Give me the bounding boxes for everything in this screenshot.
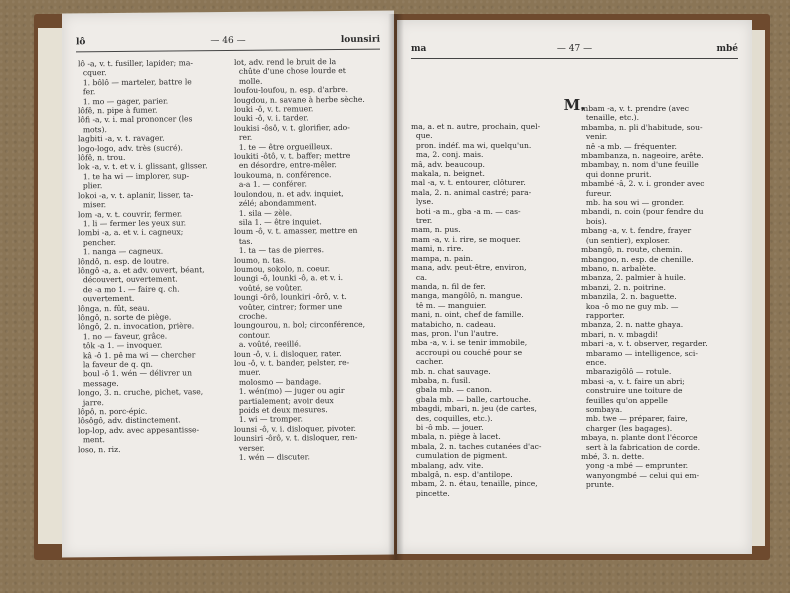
dictionary-entry-line: qui donne prurit.	[581, 169, 652, 179]
dictionary-entry-line: loukouma, n. conférence.	[234, 169, 332, 180]
dictionary-entry-line: lôsôgô, adv. distinctement.	[78, 415, 181, 426]
dictionary-entry-line: logo-logo, adv. très (sucré).	[78, 143, 183, 153]
right-page-column-1	[411, 122, 571, 498]
dictionary-entry-line: mbaba, n. fusil.	[411, 375, 471, 385]
dictionary-entry-line: contour.	[234, 330, 271, 340]
dictionary-entry-line: lôndô, n. esp. de loutre.	[78, 256, 170, 266]
dictionary-entry-line: mbé, 3. n. dette.	[581, 452, 645, 462]
left-header-guide-word: lô	[76, 37, 86, 48]
right-page-number: — 47 —	[556, 44, 593, 54]
dictionary-entry-line: sert à la fabrication de corde.	[581, 442, 701, 452]
dictionary-entry-line: mbandi, n. coin (pour fendre du	[581, 207, 704, 217]
dictionary-entry-line: trer.	[411, 216, 433, 226]
dictionary-entry-line: 1. mo — gager, parier.	[78, 96, 169, 106]
dictionary-entry-line: mba -a, v. i. se tenir immobile,	[411, 338, 528, 348]
dictionary-entry-line: mala, 2. n. animal castré; para-	[411, 187, 532, 197]
dictionary-entry-line: mots).	[78, 124, 107, 135]
dictionary-entry-line: lot, adv. rend le bruit de la	[234, 57, 337, 67]
dictionary-entry-line: des, coquilles, etc.).	[411, 413, 493, 423]
dictionary-entry-line: gbala mb. — canon.	[411, 385, 492, 395]
dictionary-entry-line: mbalgâ, n. esp. d'antilope.	[411, 470, 513, 480]
dictionary-entry-line: pincette.	[411, 488, 450, 498]
dictionary-entry-line: 1. no — faveur, grâce.	[78, 331, 168, 342]
dictionary-entry-line: 1. wén — discuter.	[234, 452, 310, 463]
dictionary-entry-line: que.	[411, 131, 433, 141]
dictionary-entry-line: message.	[78, 378, 119, 389]
dictionary-entry-line: bi -ô mb. — jouer.	[411, 423, 484, 432]
dictionary-entry-line: lagbiti -a, v. t. ravager.	[78, 133, 165, 144]
dictionary-entry-line: loumou, sokolo, n. coeur.	[234, 264, 330, 274]
dictionary-entry-line: lokoi -a, v. t. aplanir, lisser, ta-	[78, 189, 194, 200]
dictionary-entry-line: loungi -ôrô, lounkiri -ôrô, v. t.	[234, 292, 347, 303]
dictionary-entry-line: tenaille, etc.).	[581, 113, 639, 123]
dictionary-entry-line: 1. te ha wi — implorer, sup-	[78, 171, 190, 182]
dictionary-entry-line: mbala, 2. n. taches cutanées d'ac-	[411, 441, 542, 451]
dictionary-entry-line: tê m. — manguier.	[411, 300, 487, 310]
dictionary-entry-line: louki -ô, v. i. tarder.	[234, 113, 309, 124]
dictionary-entry-line: lôfê, n. pipe à fumer.	[78, 105, 158, 116]
dictionary-entry-line: rapporter.	[581, 310, 625, 320]
dictionary-entry-line: mbanza, 2. palmier à huile.	[581, 273, 686, 283]
dictionary-entry-line: loulondou, n. et adv. inquiet,	[234, 188, 344, 199]
dictionary-entry-line: nê -a mb. — fréquenter.	[581, 141, 677, 151]
dictionary-entry-line: mbarazigôlô — rotule.	[581, 367, 672, 377]
dictionary-entry-line: lom -a, v. t. couvrir, fermer.	[78, 208, 183, 219]
dictionary-entry-line: makala, n. beignet.	[411, 169, 485, 179]
dictionary-entry-line: loukiti -ôtô, v. t. baffer; mettre	[234, 150, 351, 162]
dictionary-entry-line: 1. wén(mo) — juger ou agir	[234, 386, 345, 397]
dictionary-entry-line: lounsi -ô, v. i. disloquer, pivoter.	[234, 423, 356, 434]
dictionary-entry-line: a-a 1. — conférer.	[234, 179, 307, 190]
dictionary-entry-line: mbalang, adv. vite.	[411, 460, 484, 470]
dictionary-entry-line: de -a mo 1. — faire q. ch.	[78, 284, 180, 295]
dictionary-entry-line: loukisi -ôsô, v. t. glorifier, ado-	[234, 122, 350, 133]
left-page	[62, 11, 394, 558]
dictionary-entry-line: pencher.	[78, 237, 116, 248]
dictionary-entry-line: lou -ô, v. t. bander, pelster, re-	[234, 357, 350, 368]
dictionary-entry-line: lôpô, n. porc-épic.	[78, 406, 148, 417]
right-page-column-2	[581, 104, 741, 490]
dictionary-entry-line: mam -a, v. i. rire, se moquer.	[411, 234, 521, 244]
dictionary-entry-line: prunte.	[581, 480, 615, 490]
dictionary-entry-line: ouvertement.	[78, 293, 135, 304]
dictionary-entry-line: 1. te — être orgueilleux.	[234, 141, 333, 152]
dictionary-entry-line: mb. twe — préparer, faire,	[581, 414, 688, 424]
dictionary-entry-line: ence.	[581, 357, 607, 367]
dictionary-entry-line: feuilles qu'on appelle	[581, 395, 668, 405]
dictionary-entry-line: mbang -a, v. t. fendre, frayer	[581, 226, 692, 236]
dictionary-entry-line: mbam -a, v. t. prendre (avec	[581, 104, 690, 113]
dictionary-entry-line: gbala mb. — balle, cartouche.	[411, 394, 531, 404]
dictionary-entry-line: cumulation de pigment.	[411, 451, 508, 461]
dictionary-entry-line: mb. n. chat sauvage.	[411, 366, 491, 376]
dictionary-entry-line: mbamba, n. pli d'habitude, sou-	[581, 122, 703, 132]
dictionary-entry-line: cacher.	[411, 357, 444, 367]
dictionary-entry-line: lôfi -a, v. i. mal prononcer (les	[78, 114, 193, 125]
dictionary-entry-line: mbagdi, mbari, n. jeu (de cartes,	[411, 404, 537, 414]
dictionary-entry-line: mbaya, n. plante dont l'écorce	[581, 433, 698, 443]
section-letter-heading: M.	[563, 96, 586, 114]
dictionary-entry-line: mbaramo — intelligence, sci-	[581, 348, 698, 358]
page-stack-left	[38, 28, 65, 544]
dictionary-entry-line: fer.	[78, 87, 96, 97]
dictionary-entry-line: partialement; avoir deux	[234, 395, 334, 406]
dictionary-entry-line: 1. bôlô — marteler, battre le	[78, 77, 192, 88]
dictionary-entry-line: jarre.	[78, 397, 104, 407]
dictionary-entry-line: verser.	[234, 443, 265, 453]
dictionary-entry-line: louki -ô, v. t. remuer.	[234, 104, 314, 114]
dictionary-entry-line: mbambay, n. nom d'une feuille	[581, 160, 699, 170]
dictionary-entry-line: mbangô, n. route, chemin.	[581, 245, 683, 255]
dictionary-entry-line: mbanzila, 2. n. baguette.	[581, 292, 677, 302]
left-page-column-1	[78, 58, 222, 454]
dictionary-entry-line: la faveur de q. qn.	[78, 359, 153, 370]
dictionary-entry-line: mana, adv. peut-être, environ,	[411, 263, 527, 273]
dictionary-entry-line: ma, a. et n. autre, prochain, quel-	[411, 122, 541, 131]
dictionary-entry-line: loso, n. riz.	[78, 444, 121, 454]
dictionary-entry-line: boti -a m., gba -a m. — cas-	[411, 206, 521, 216]
dictionary-entry-line: mbasi -a, v. t. faire un abri;	[581, 376, 685, 386]
dictionary-entry-line: croche.	[234, 311, 268, 321]
dictionary-entry-line: ma, 2. conj. mais.	[411, 150, 484, 160]
dictionary-entry-line: plier.	[78, 181, 103, 191]
dictionary-entry-line: loufou-loufou, n. esp. d'arbre.	[234, 85, 349, 96]
dictionary-entry-line: mam, n. pus.	[411, 225, 461, 235]
right-page-header	[411, 44, 738, 59]
dictionary-entry-line: ca.	[411, 272, 428, 282]
dictionary-entry-line: yong -a mbé — emprunter.	[581, 461, 689, 471]
left-header-guide-word-end: lounsiri	[340, 34, 380, 46]
dictionary-entry-line: poids et deux mesures.	[234, 405, 328, 415]
dictionary-entry-line: ment.	[78, 435, 105, 445]
dictionary-entry-line: sila 1. — être inquiet.	[234, 217, 322, 227]
dictionary-entry-line: 1. nanga — cagneux.	[78, 246, 164, 257]
dictionary-entry-line: mbari -a, v. t. observer, regarder.	[581, 339, 708, 349]
dictionary-entry-line: lounsiri -ôrô, v. t. disloquer, ren-	[234, 433, 358, 444]
dictionary-entry-line: pron. indéf. ma wi, quelqu'un.	[411, 140, 532, 150]
dictionary-entry-line: 1. sila — zèle.	[234, 207, 293, 218]
dictionary-entry-line: lop-lop, adv. avec appesantisse-	[78, 425, 200, 436]
dictionary-entry-line: lok -a, v. t. et v. i. glissant, glisser.	[78, 161, 208, 172]
dictionary-entry-line: en désordre, entre-mêler.	[234, 160, 337, 171]
dictionary-entry-line: mampa, n. pain.	[411, 253, 473, 263]
dictionary-entry-line: lôngô, 2. n. invocation, prière.	[78, 321, 195, 332]
dictionary-entry-line: lô -a, v. t. fusiller, lapider; ma-	[78, 58, 193, 69]
dictionary-entry-line: zélé; abondamment.	[234, 198, 317, 209]
dictionary-entry-line: loum -ô, v. t. amasser, mettre en	[234, 226, 358, 237]
left-page-column-2	[234, 57, 382, 463]
dictionary-entry-line: construire une toiture de	[581, 386, 683, 396]
dictionary-entry-line: chûte d'une chose lourde et	[234, 66, 346, 77]
left-page-number: — 46 —	[210, 35, 246, 47]
dictionary-entry-line: voûté, se voûter.	[234, 283, 303, 293]
dictionary-entry-line: découvert, ouvertement.	[78, 274, 178, 285]
dictionary-entry-line: lônga, n. fût, seau.	[78, 303, 150, 313]
dictionary-entry-line: manda, n. fil de fer.	[411, 281, 486, 291]
dictionary-entry-line: a. voûté, reeillé.	[234, 339, 302, 350]
dictionary-entry-line: lougdou, n. savane à herbe sèche.	[234, 94, 365, 105]
dictionary-entry-line: bois).	[581, 216, 607, 226]
dictionary-entry-line: mami, n. rire.	[411, 244, 464, 254]
dictionary-entry-line: manga, mangôlô, n. mangue.	[411, 291, 523, 301]
dictionary-entry-line: mani, n. oint, chef de famille.	[411, 310, 524, 320]
dictionary-entry-line: matabicho, n. cadeau.	[411, 319, 496, 329]
dictionary-entry-line: longo, 3. n. cruche, pichet, vase,	[78, 387, 204, 398]
dictionary-entry-line: loun -ô, v. i. disloquer, rater.	[234, 348, 342, 359]
dictionary-entry-line: venir.	[581, 132, 608, 142]
dictionary-entry-line: tôk -a 1. — invoquer.	[78, 340, 163, 351]
dictionary-entry-line: mbambé -â, 2. v. i. gronder avec	[581, 179, 705, 189]
dictionary-entry-line: mbambanza, n. nageoire, arête.	[581, 151, 704, 161]
dictionary-entry-line: koa -ô mo ne guy mb. —	[581, 301, 679, 311]
dictionary-entry-line: lôngô, n. sorte de piège.	[78, 312, 172, 323]
dictionary-entry-line: mbala, n. piège à lacet.	[411, 432, 501, 442]
dictionary-entry-line: lôngô -a, a. et adv. ouvert, béant,	[78, 265, 205, 276]
book-gutter	[388, 14, 404, 560]
dictionary-entry-line: mal -a, v. t. entourer, clôturer.	[411, 178, 526, 188]
dictionary-entry-line: loungi -ô, lounki -ô, a. et v. i.	[234, 273, 344, 284]
dictionary-entry-line: mbangoo, n. esp. de chenille.	[581, 254, 694, 264]
dictionary-entry-line: 1. wi — tromper.	[234, 414, 303, 425]
dictionary-entry-line: mbam, 2. n. étau, tenaille, pince,	[411, 479, 538, 489]
dictionary-entry-line: kâ -ô 1. pê ma wi — chercher	[78, 349, 196, 360]
dictionary-entry-line: molosmo — bandage.	[234, 376, 322, 387]
dictionary-entry-line: voûter, cintrer; former une	[234, 301, 343, 312]
dictionary-entry-line: lôfê, n. trou.	[78, 152, 126, 163]
dictionary-entry-line: mâ, adv. beaucoup.	[411, 159, 485, 169]
dictionary-entry-line: mbanzi, 2. n. poitrine.	[581, 282, 666, 292]
dictionary-entry-line: sombaya.	[581, 405, 623, 414]
right-page	[397, 20, 752, 554]
dictionary-entry-line: mbano, n. arbalète.	[581, 263, 657, 273]
dictionary-entry-line: mb. ha sou wi — gronder.	[581, 198, 685, 208]
dictionary-entry-line: fureur.	[581, 188, 612, 198]
dictionary-entry-line: mbari, n. v. mbagdi!	[581, 329, 659, 339]
dictionary-entry-line: molle.	[234, 76, 263, 86]
dictionary-entry-line: accroupi ou couché pour se	[411, 347, 523, 357]
dictionary-entry-line: rer.	[234, 133, 253, 143]
dictionary-entry-line: charger (les bagages).	[581, 423, 673, 433]
left-page-header	[76, 35, 380, 53]
dictionary-entry-line: lyse.	[411, 197, 434, 207]
right-header-guide-word-end: mbé	[716, 44, 738, 54]
right-header-guide-word: ma	[411, 44, 427, 54]
dictionary-entry-line: muer.	[234, 368, 261, 378]
dictionary-entry-line: boul -ô 1. wén — délivrer un	[78, 368, 192, 379]
dictionary-entry-line: loungourou, n. bol; circonférence,	[234, 320, 366, 331]
dictionary-entry-line: wanyongmbé — celui qui em-	[581, 470, 700, 480]
dictionary-entry-line: loumo, n. tas.	[234, 255, 287, 265]
dictionary-entry-line: 1. ta — tas de pierres.	[234, 245, 324, 256]
dictionary-entry-line: 1. li — fermer les yeux sur.	[78, 218, 187, 229]
dictionary-entry-line: lombi -a, a. et v. i. cagneux;	[78, 227, 184, 238]
dictionary-entry-line: (un sentier), exploser.	[581, 235, 670, 245]
dictionary-entry-line: cquer.	[78, 68, 107, 78]
dictionary-entry-line: tas.	[234, 236, 253, 246]
dictionary-entry-line: miser.	[78, 200, 107, 210]
dictionary-entry-line: mbanza, 2. n. natte ghaya.	[581, 320, 684, 330]
dictionary-entry-line: mas, pron. l'un l'autre.	[411, 328, 499, 338]
